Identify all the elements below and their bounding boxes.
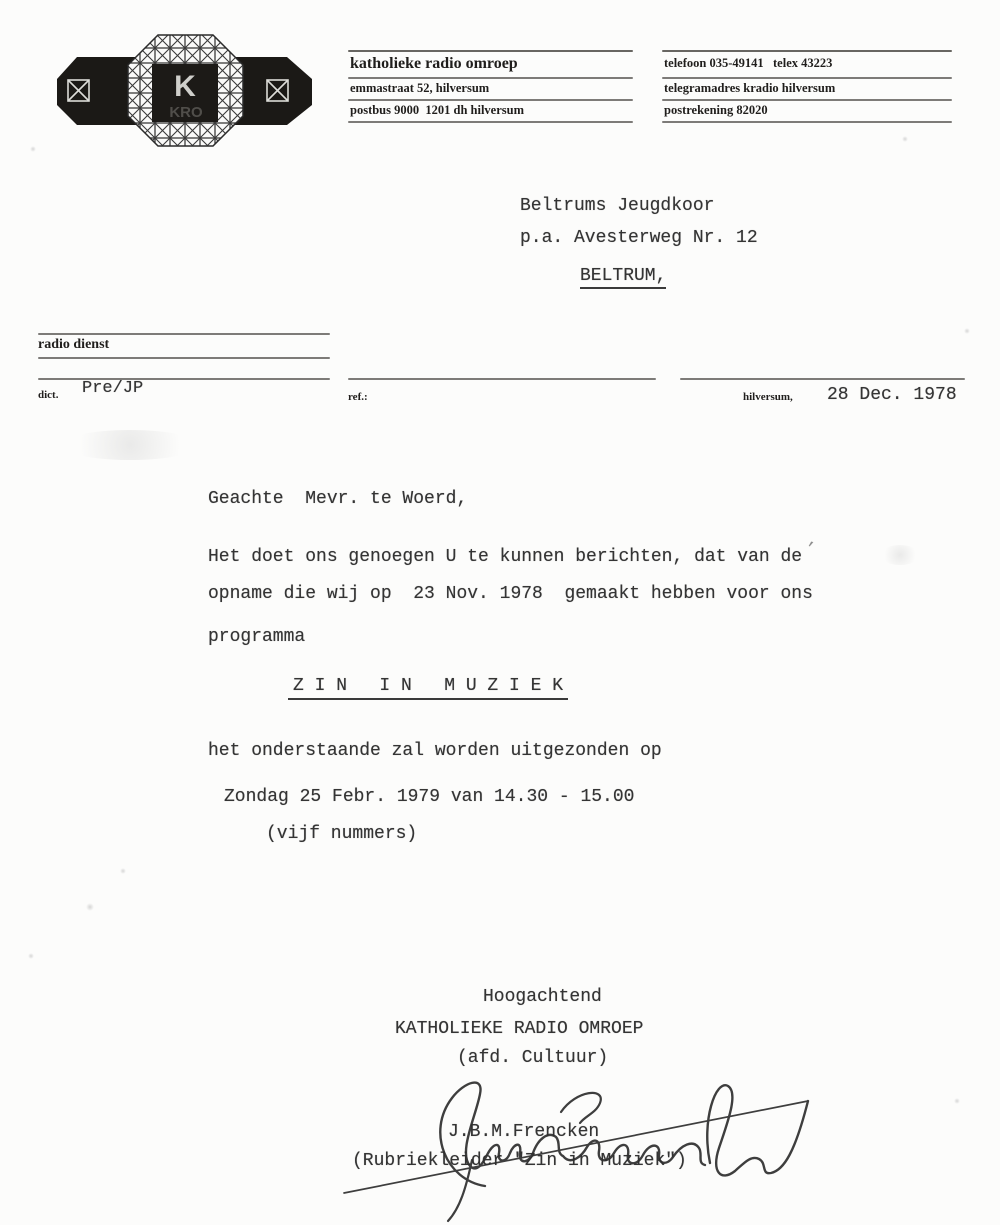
signature: [330, 1060, 830, 1225]
scan-speck: [30, 146, 36, 152]
scan-speck: [86, 903, 94, 911]
closing-dept: (afd. Cultuur): [457, 1048, 609, 1068]
salutation: Geachte Mevr. te Woerd,: [208, 489, 468, 509]
kro-logo: [35, 33, 325, 148]
closing-org: KATHOLIEKE RADIO OMROEP: [395, 1019, 644, 1039]
signature-cross-line: [344, 1101, 808, 1193]
scan-speck: [28, 953, 34, 959]
signature-flourish: [561, 1093, 601, 1123]
scan-speck: [120, 868, 126, 874]
letterhead-telefoon: telefoon 035-49141 telex 43223: [664, 56, 833, 70]
letterhead-postbus: postbus 9000 1201 dh hilversum: [350, 103, 524, 117]
body-line-4: het onderstaande zal worden uitgezonden op: [208, 741, 662, 761]
logo-sub-letters: KRO: [169, 104, 203, 121]
scan-smudge: [880, 545, 920, 565]
signer-role: (Rubriekleider "Zin in Muziek"): [352, 1151, 687, 1171]
broadcast-note: (vijf nummers): [266, 824, 418, 844]
department-label: radio dienst: [38, 337, 110, 352]
rule: [38, 357, 330, 359]
letterhead-street: emmastraat 52, hilversum: [350, 81, 490, 95]
letterhead-telegram: telegramadres kradio hilversum: [664, 81, 836, 95]
rule: [348, 378, 656, 380]
scan-speck: [902, 136, 908, 142]
rule: [348, 121, 633, 123]
broadcast-date-line: Zondag 25 Febr. 1979 van 14.30 - 15.00: [224, 787, 635, 807]
rule: [680, 378, 965, 380]
body-line-2: opname die wij op 23 Nov. 1978 gemaakt hebben voor ons: [208, 584, 813, 604]
rule: [662, 50, 952, 52]
signer-name: J.B.M.Frencken: [448, 1122, 600, 1142]
ref-label: ref.:: [348, 391, 368, 403]
programme-title: Z I N I N M U Z I E K: [288, 676, 568, 700]
dict-label: dict.: [38, 389, 59, 401]
scan-artifact-mark: ’: [802, 539, 817, 559]
recipient-street: p.a. Avesterweg Nr. 12: [520, 228, 758, 248]
dict-value: Pre/JP: [82, 379, 144, 398]
letter-date: 28 Dec. 1978: [827, 385, 957, 405]
rule: [38, 333, 330, 335]
body-line-1: Het doet ons genoegen U te kunnen berichten, dat van de: [208, 547, 803, 567]
place-label: hilversum,: [743, 391, 793, 403]
recipient-name: Beltrums Jeugdkoor: [520, 196, 715, 216]
rule: [662, 121, 952, 123]
rule: [662, 77, 952, 79]
rule: [348, 99, 633, 101]
scan-smudge: [60, 430, 200, 460]
closing-salute: Hoogachtend: [483, 987, 602, 1007]
rule: [662, 99, 952, 101]
recipient-city: BELTRUM,: [580, 266, 666, 289]
body-line-3: programma: [208, 627, 306, 647]
rule: [348, 50, 633, 52]
logo-letter: K: [174, 70, 196, 103]
rule: [348, 77, 633, 79]
scan-speck: [954, 1098, 960, 1104]
scan-speck: [964, 328, 970, 334]
letterhead-org-name: katholieke radio omroep: [350, 55, 518, 72]
signature-scrawl: [440, 1083, 808, 1186]
letterhead-postrekening: postrekening 82020: [664, 103, 768, 117]
